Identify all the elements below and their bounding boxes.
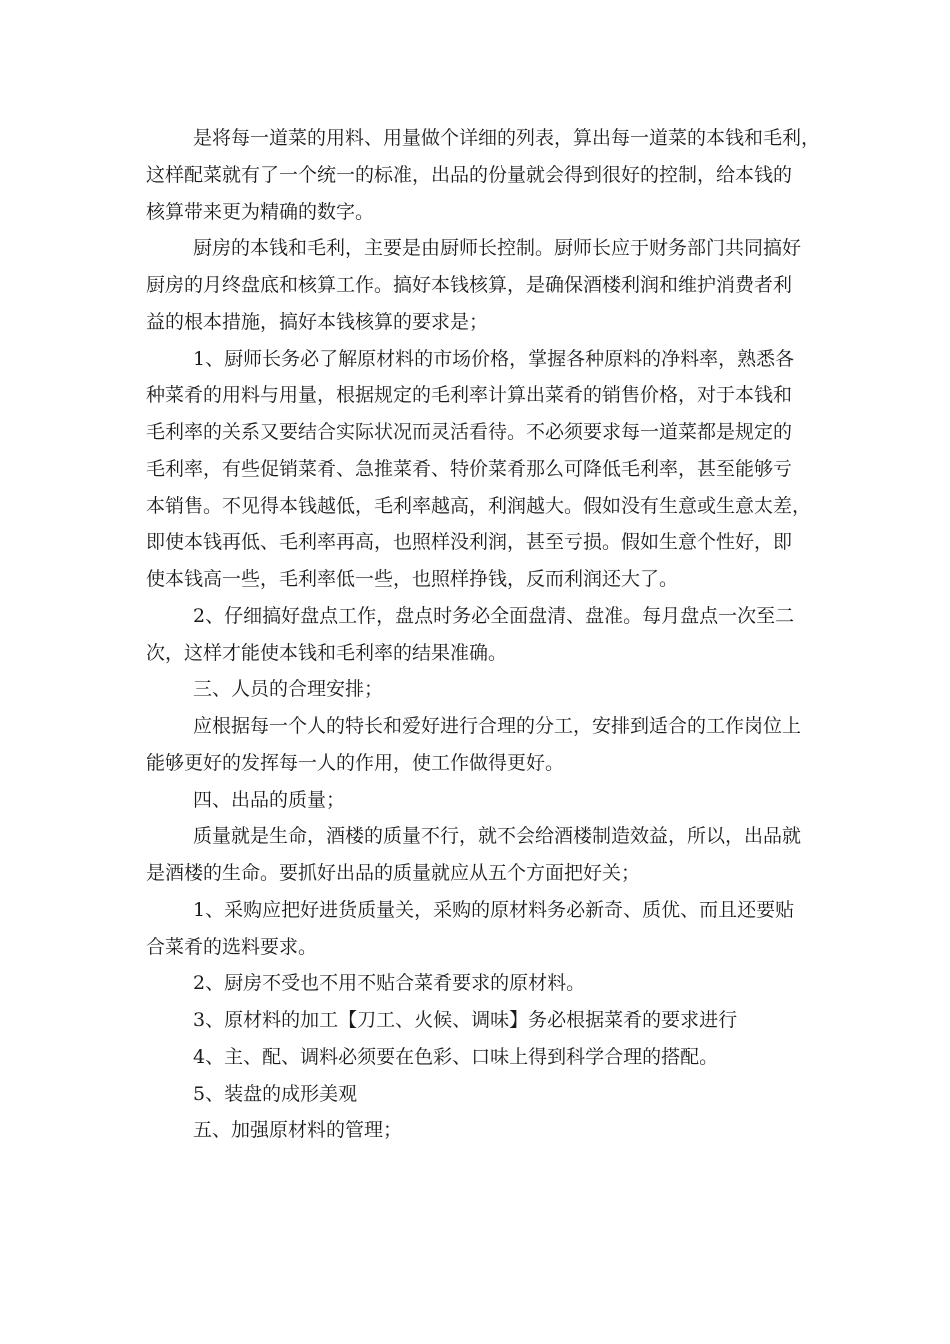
text-line-14: 2、仔细搞好盘点工作，盘点时务必全面盘清、盘准。每月盘点一次至二: [193, 605, 795, 627]
text-line-23: 合菜肴的选料要求。: [146, 936, 318, 958]
text-line-2: 这样配菜就有了一个统一的标准，出品的份量就会得到很好的控制，给本钱的: [146, 164, 793, 186]
section-heading-4: 四、出品的质量；: [193, 789, 346, 811]
text-line-4: 厨房的本钱和毛利，主要是由厨师长控制。厨师长应于财务部门共同搞好: [193, 237, 802, 259]
text-line-15: 次，这样才能使本钱和毛利率的结果准确。: [146, 642, 508, 664]
text-line-10: 毛利率，有些促销菜肴、急推菜肴、特价菜肴那么可降低毛利率，甚至能够亏: [146, 458, 793, 480]
text-line-20: 质量就是生命，酒楼的质量不行，就不会给酒楼制造效益，所以，出品就: [193, 825, 802, 847]
text-line-11: 本销售。不见得本钱越低，毛利率越高，利润越大。假如没有生意或生意太差，: [146, 495, 812, 517]
section-heading-3: 三、人员的合理安排；: [193, 678, 384, 700]
text-line-27: 5、装盘的成形美观: [193, 1083, 358, 1105]
text-line-18: 能够更好的发挥每一人的作用，使工作做得更好。: [146, 752, 565, 774]
text-line-5: 厨房的月终盘底和核算工作。搞好本钱核算，是确保酒楼利润和维护消费者利: [146, 274, 793, 296]
text-line-6: 益的根本措施，搞好本钱核算的要求是；: [146, 311, 489, 333]
text-line-12: 即使本钱再低、毛利率再高，也照样没利润，甚至亏损。假如生意个性好，即: [146, 531, 793, 553]
text-line-26: 4、主、配、调料必须要在色彩、口味上得到科学合理的搭配。: [193, 1046, 719, 1068]
text-line-8: 种菜肴的用料与用量，根据规定的毛利率计算出菜肴的销售价格，对于本钱和: [146, 384, 793, 406]
text-line-25: 3、原材料的加工【刀工、火候、调味】务必根据菜肴的要求进行: [193, 1009, 738, 1031]
text-line-21: 是酒楼的生命。要抓好出品的质量就应从五个方面把好关；: [146, 862, 641, 884]
text-line-9: 毛利率的关系又要结合实际状况而灵活看待。不必须要求每一道菜都是规定的: [146, 421, 793, 443]
text-line-22: 1、采购应把好进货质量关，采购的原材料务必新奇、质优、而且还要贴: [193, 899, 795, 921]
text-line-7: 1、厨师长务必了解原材料的市场价格，掌握各种原料的净料率，熟悉各: [193, 348, 795, 370]
text-line-24: 2、厨房不受也不用不贴合菜肴要求的原材料。: [193, 972, 586, 994]
section-heading-5: 五、加强原材料的管理；: [193, 1119, 403, 1141]
text-line-3: 核算带来更为精确的数字。: [146, 201, 375, 223]
text-line-13: 使本钱高一些，毛利率低一些，也照样挣钱，反而利润还大了。: [146, 568, 679, 590]
text-line-17: 应根据每一个人的特长和爱好进行合理的分工，安排到适合的工作岗位上: [193, 715, 802, 737]
text-line-1: 是将每一道菜的用料、用量做个详细的列表，算出每一道菜的本钱和毛利，: [193, 127, 821, 149]
